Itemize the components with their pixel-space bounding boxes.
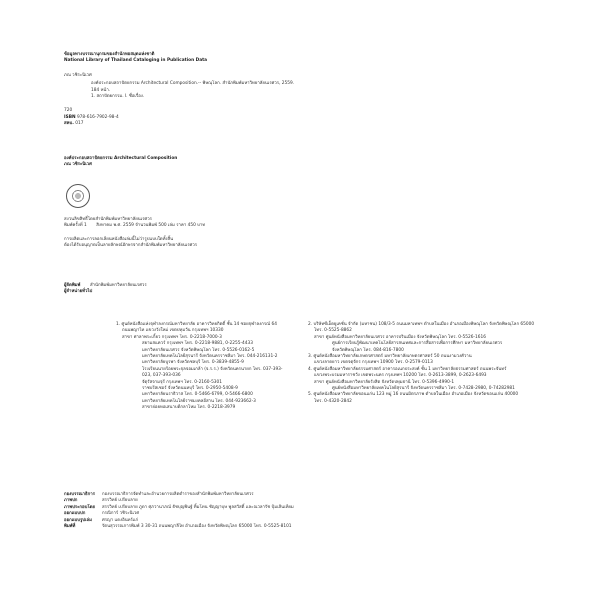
credit-value: สรรวิทย์ เปรียบลาย ภูดา ศุภวานาภณ์ ธัชบุญพินฐ์ ทิ้มโทน ชัญญาบุษ พูลสวัสดิ์ และณวลารัช ปุ้มเส้นเทียม	[102, 504, 294, 510]
right-col-line: โทร. 0-5525-8862	[314, 328, 352, 334]
left-col-line: มหาวิทยาลัยบูรพา จังหวัดชลบุรี โทร. 0-3839-4855-9	[142, 360, 244, 366]
notice-line-1: การผลิตและการลอกเลียนหนังสือเล่มนี้ไม่ว่ารูปแบบใดทั้งสิ้น	[64, 236, 174, 242]
publisher-label: ผู้จัดพิมพ์	[64, 283, 81, 288]
cip-call-line	[64, 121, 294, 127]
credit-label: พิมพ์ที่	[64, 524, 76, 530]
call-value: 017	[75, 121, 84, 127]
cip-title-line: องค์ประกอบสถาปัตยกรรม Architectural Composition.-- พิษณุโลก. สำนักพิมพ์มหาวิทยาลัยนเรศวร, 2559.	[91, 81, 295, 87]
distributor-list-right	[308, 322, 544, 405]
left-col-line: ถนนพญาไท แขวงวังใหม่ เขตปทุมวัน กรุงเทพฯ 10330	[122, 328, 224, 334]
right-col-line: ศูนย์หนังสือมหาวิทยาลัยเทคโนโลยีสุรนารี จังหวัดนครราชสีมา โทร. 0-7428-2980, 0-74282981	[332, 386, 515, 392]
credit-label: ออกแบบปก	[64, 511, 86, 517]
right-col-line: สาขา ศูนย์หนังสือมหาวิทยาลัยนเรศวร อาคารปรินเมือง จังหวัดพิษณุโลก โทร. 0-5526-1616	[314, 334, 486, 340]
work-block	[64, 156, 177, 169]
publisher-block	[64, 217, 205, 250]
cip-pages: 184 หน้า.	[91, 87, 111, 93]
edition-info: สิงหาคม พ.ศ. 2559 จำนวนพิมพ์ 500 เล่ม ราคา 450 บาท	[96, 223, 206, 229]
credit-value: รัตนสุวรรณการพิมพ์ 3 30-31 ถนนพญาลิไท อำเภอเมือง จังหวัดพิษณุโลก 65000 โทร. 0-5525-8101	[102, 524, 292, 530]
credit-label: ภาพประกอบโดย	[64, 504, 95, 510]
general-distributor-label: ผู้จำหน่ายทั่วไป	[64, 289, 93, 295]
credit-label: ออกแบบรูปเล่ม	[64, 517, 92, 523]
right-col-line: โทร. 0-4320-2842	[314, 398, 352, 404]
edition-line	[64, 223, 205, 229]
copyright-line: สงวนลิขสิทธิ์โดยสำนักพิมพ์มหาวิทยาลัยนเรศวร	[64, 217, 152, 222]
right-col-line: แขวงพระบรมมหาราชวัง เขตพระนคร กรุงเทพฯ 10200 โทร. 0-2613-3899, 0-2623-6493	[314, 373, 487, 379]
left-col-line: มหาวิทยาลัยนราธิวาส โทร. 0-5466-6799, 0-5466-6800	[142, 392, 253, 398]
right-col-line: สาขา ศูนย์หนังสือมหาวิทยาลัยรังสิต จังหวัดปทุมธานี โทร. 0-5396-4990-1	[314, 379, 455, 385]
right-col-line: 4. ศูนย์หนังสือมหาวิทยาลัยธรรมศาสตร์ อาคารอเนกประสงค์ ชั้น 1 มหาวิทยาลัยธรรมศาสตร์ ถนนพระจันทร์	[308, 366, 507, 372]
right-col-line: 2. บริษัทซีเอ็ดยูเคชั่น จำกัด (มหาชน) 108/3-5 ถนนมหาเทพฯ ตำบลในเมือง อำเภอเมืองพิษณุโลก จังหวัดพิษณุโลก 65000	[308, 322, 535, 327]
university-press-seal-icon	[66, 184, 90, 208]
left-col-line: จัตุรัสจามจุรี กรุงเทพฯ โทร. 0-2160-5301	[142, 379, 222, 385]
credits-block	[64, 492, 544, 530]
cip-header-en: National Library of Thailand Cataloging in Publication Data	[64, 58, 208, 64]
credit-value: กรณิการ์ วชิระนิเวศ	[102, 511, 140, 517]
left-col-line: สาขา ศาลาพระเกี้ยว กรุงเทพฯ โทร. 0-2218-7000-3	[122, 334, 222, 340]
credit-label: กองบรรณาธิการ	[64, 492, 95, 497]
cip-subjects: 1. สถาปัตยกรรม. I. ชื่อเรื่อง.	[91, 94, 145, 100]
right-col-line: ศูนย์การเรียนรู้พัฒนาเทคโนโลยีสารสนเทศและการสื่อสารเพื่อการศึกษา มหาวิทยาลัยนเรศวร	[332, 341, 503, 347]
left-col-line: สยามสแควร์ กรุงเทพฯ โทร. 0-2218-9881, 0-2255-4433	[142, 341, 253, 347]
credit-value: ศรญา แดงอินทร์แก่	[102, 517, 139, 523]
left-col-line: 023, 037-393-036	[142, 373, 181, 379]
notice-line-2: ต้องได้รับอนุญาตเป็นลายลักษณ์อักษรจากสำนักพิมพ์มหาวิทยาลัยนเรศวร	[64, 243, 198, 249]
work-author: ภณ วชิระนิเวศ	[64, 162, 92, 168]
isbn-value: 978-616-7902-98-4	[76, 114, 119, 120]
credit-row	[64, 524, 544, 530]
isbn-label: ISBN	[64, 114, 76, 120]
left-col-line: สาขาย่อยหอเสนาบดีกลาโหม โทร. 0-2218-3979	[142, 405, 236, 411]
right-col-line: จังหวัดพิษณุโลก โทร. 084-816-7800	[332, 347, 404, 353]
cip-block	[64, 52, 294, 128]
left-col-line: มหาวิทยาลัยเทคโนโลยีสุรนารี จังหวัดนครราชสีมา โทร. 044-216131-2	[142, 354, 278, 360]
distributor-list-left	[116, 322, 302, 412]
publisher-value: สำนักพิมพ์มหาวิทยาลัยนเรศวร	[90, 283, 147, 288]
credit-label: ภาพปก	[64, 498, 78, 504]
call-label: สคบ.	[64, 121, 74, 127]
cip-author: ภณ วชิระนิเวศ	[64, 72, 92, 78]
cip-header-th: ข้อมูลทางบรรณานุกรมของสำนักหอสมุดแห่งชาติ	[64, 52, 155, 57]
edition-label: พิมพ์ครั้งที่ 1	[64, 223, 87, 229]
credit-value: สรรวิทย์ เปรียบลาย	[102, 498, 138, 504]
right-col-line: แขวงลาดยาว เขตจตุจักร กรุงเทพฯ 10900 โทร. 0-2579-0113	[314, 360, 433, 366]
cip-class-number: 720	[64, 108, 73, 114]
work-title: องค์ประกอบสถาปัตยกรรม Architectural Composition	[64, 156, 178, 161]
right-col-line: 5. ศูนย์หนังสือมหาวิทยาลัยขอนแก่น 123 หมู่ 16 ถนนมิตรภาพ ตำบลในเมือง อำเภอเมือง จังหวัดขอนแก่น 40000	[308, 392, 519, 398]
right-col-line: 3. ศูนย์หนังสือมหาวิทยาลัยเกษตรศาสตร์ มหาวิทยาลัยเกษตรศาสตร์ 50 ถนนงามวงศ์วาน	[308, 354, 472, 360]
left-col-line: มหาวิทยาลัยนเรศวร จังหวัดพิษณุโลก โทร. 0-5526-0162-5	[142, 347, 255, 353]
left-col-line: 1. ศูนย์หนังสือแห่งจุฬาลงกรณ์มหาวิทยาลัย อาคารวิทยกิตติ์ ชั้น 14 ซอยจุฬาลงกรณ์ 64	[116, 322, 277, 327]
credit-value: กองบรรณาธิการจัดทำและอำนวยการผลิตตำราของสำนักพิมพ์มหาวิทยาลัยนเรศวร	[102, 492, 254, 497]
left-col-line: มหาวิทยาลัยเทคโนโลยีราชมงคลอีสาน โทร. 044-923662-3	[142, 398, 256, 404]
left-col-line: โรงเรียนนายร้อยพระจุลจอมเกล้า (จ.ร.ร.) จังหวัดนครนายก โทร. 037-393-	[142, 366, 283, 372]
distribution-block	[64, 283, 147, 296]
left-col-line: ราชบรีสเซอร์ จังหวัดนนทบุรี โทร. 0-2950-5408-9	[142, 386, 238, 392]
